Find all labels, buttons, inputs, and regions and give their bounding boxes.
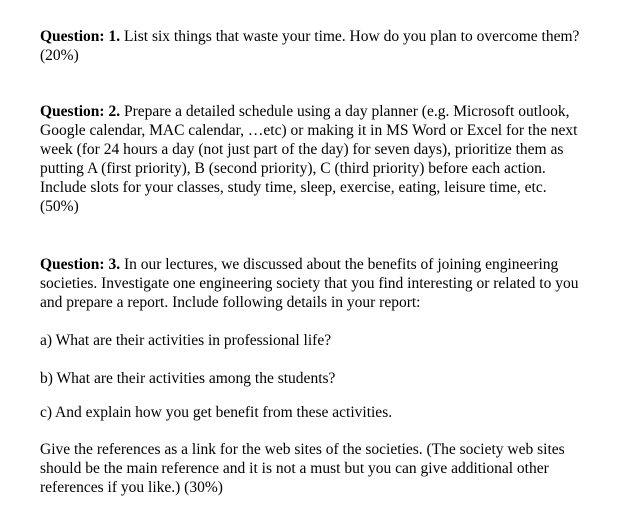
question-3-item-a: a) What are their activities in professional life? bbox=[40, 332, 332, 349]
question-1-text: List six things that waste your time. How do you plan to overcome them? (20%) bbox=[40, 28, 580, 64]
question-3-text: In our lectures, we discussed about the benefits of joining engineering societies. Investigate one engineering society that you find interesting or related to you and prepare a report. Include following details in your report: bbox=[40, 256, 579, 311]
question-2 bbox=[40, 102, 585, 216]
question-2-text: Prepare a detailed schedule using a day planner (e.g. Microsoft outlook, Google calendar, MAC calendar, …etc) or making it in MS Word or Excel for the next week (for 24 hours a day (not just part of the day) for seven days), prioritize them as putting A (first priority), B (second priority), C (third priority) before each action. Include slots for your classes, study time, sleep, exercise, eating, leisure time, etc. (50%) bbox=[40, 103, 578, 215]
question-3 bbox=[40, 255, 600, 312]
question-1-label: Question: 1. bbox=[40, 28, 121, 45]
question-1 bbox=[40, 27, 600, 65]
question-3-label: Question: 3. bbox=[40, 256, 121, 273]
question-3-item-c: c) And explain how you get benefit from these activities. bbox=[40, 404, 393, 421]
question-3-item-b: b) What are their activities among the students? bbox=[40, 370, 336, 387]
question-3-references: Give the references as a link for the web sites of the societies. (The society web sites should be the main reference and it is not a must but you can give additional other references if you like.) (30%) bbox=[40, 441, 565, 496]
question-2-label: Question: 2. bbox=[40, 103, 121, 120]
